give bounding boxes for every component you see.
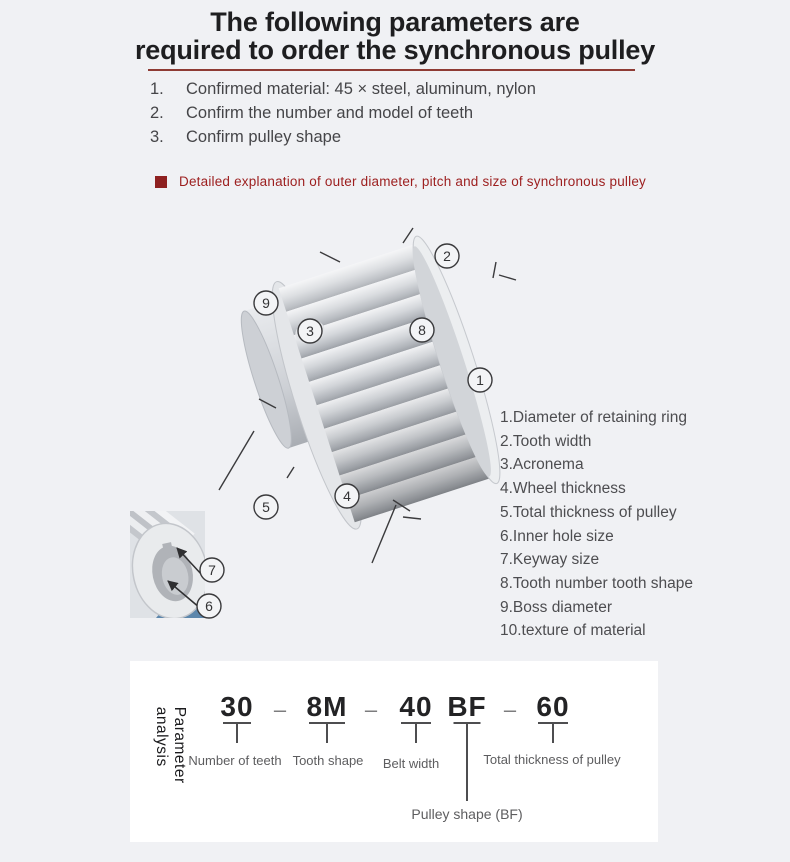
legend-item: 8.Tooth number tooth shape [500,574,694,592]
tick-stem-long [466,723,468,801]
legend-item: 2.Tooth width [500,432,592,450]
label-total-thickness: Total thickness of pulley [483,752,621,767]
code-shape: BF [447,691,487,722]
list-item-text: Confirmed material: 45 × steel, aluminum, nylon [186,80,536,98]
list-item [150,125,536,149]
legend-item: 6.Inner hole size [500,527,614,545]
svg-text:2: 2 [443,248,451,265]
callout-legend-list [500,406,693,643]
section-heading [155,174,646,189]
label-number-of-teeth: Number of teeth [188,753,282,768]
callout-9 [254,291,278,315]
tick-stem [236,723,238,743]
legend-item: 9.Boss diameter [500,598,612,616]
svg-text:5: 5 [262,499,270,516]
list-item-text: Confirm pulley shape [186,128,341,146]
svg-text:3: 3 [306,323,314,340]
code-teeth: 30 [220,691,254,722]
page-title-line1: The following parameters are [210,7,580,37]
pulley-annotated-figure [130,225,530,625]
list-item-number: 2. [150,104,164,122]
svg-text:7: 7 [208,562,216,579]
callout-8 [410,318,434,342]
callout-1 [468,368,492,392]
callout-4 [335,484,359,508]
parameter-analysis-box [130,661,658,842]
code-belt-width: 40 [399,691,433,722]
list-item-number: 1. [150,80,164,98]
svg-text:1: 1 [476,372,484,389]
page-title-line2: required to order the synchronous pulley [134,35,656,65]
page-title [0,8,790,64]
svg-text:9: 9 [262,295,270,312]
title-underline-rule [148,69,635,71]
callout-2 [435,244,459,268]
code-dash: – [503,697,517,722]
code-thickness: 60 [536,691,570,722]
svg-text:8: 8 [418,322,426,339]
callout-3 [298,319,322,343]
label-belt-width: Belt width [382,756,440,771]
red-square-bullet [155,176,167,188]
legend-item: 1.Diameter of retaining ring [500,409,687,426]
parameter-analysis-side-label: Parameter analysis [153,706,188,784]
ordering-requirements-list [150,77,536,149]
list-item [150,77,536,101]
code-dash: – [273,697,287,722]
label-pulley-shape: Pulley shape (BF) [411,806,523,822]
list-item-number: 3. [150,128,164,146]
callout-6 [197,594,221,618]
section-heading-text: Detailed explanation of outer diameter, pitch and size of synchronous pulley [179,174,646,189]
svg-text:6: 6 [205,598,213,615]
svg-text:4: 4 [343,488,351,505]
code-tooth-shape: 8M [306,691,348,722]
legend-item: 5.Total thickness of pulley [500,503,677,521]
label-tooth-shape: Tooth shape [292,753,364,768]
legend-item: 4.Wheel thickness [500,480,626,498]
list-item [150,101,536,125]
code-dash: – [364,697,378,722]
tick-stem [326,723,328,743]
callout-5 [254,495,278,519]
legend-item: 7.Keyway size [500,551,600,569]
list-item-text: Confirm the number and model of teeth [186,104,474,122]
legend-item: 10.texture of material [500,622,646,640]
legend-item: 3.Acronema [500,456,584,474]
callout-7 [200,558,224,582]
tick-stem [552,723,554,743]
tick-stem [415,723,417,743]
